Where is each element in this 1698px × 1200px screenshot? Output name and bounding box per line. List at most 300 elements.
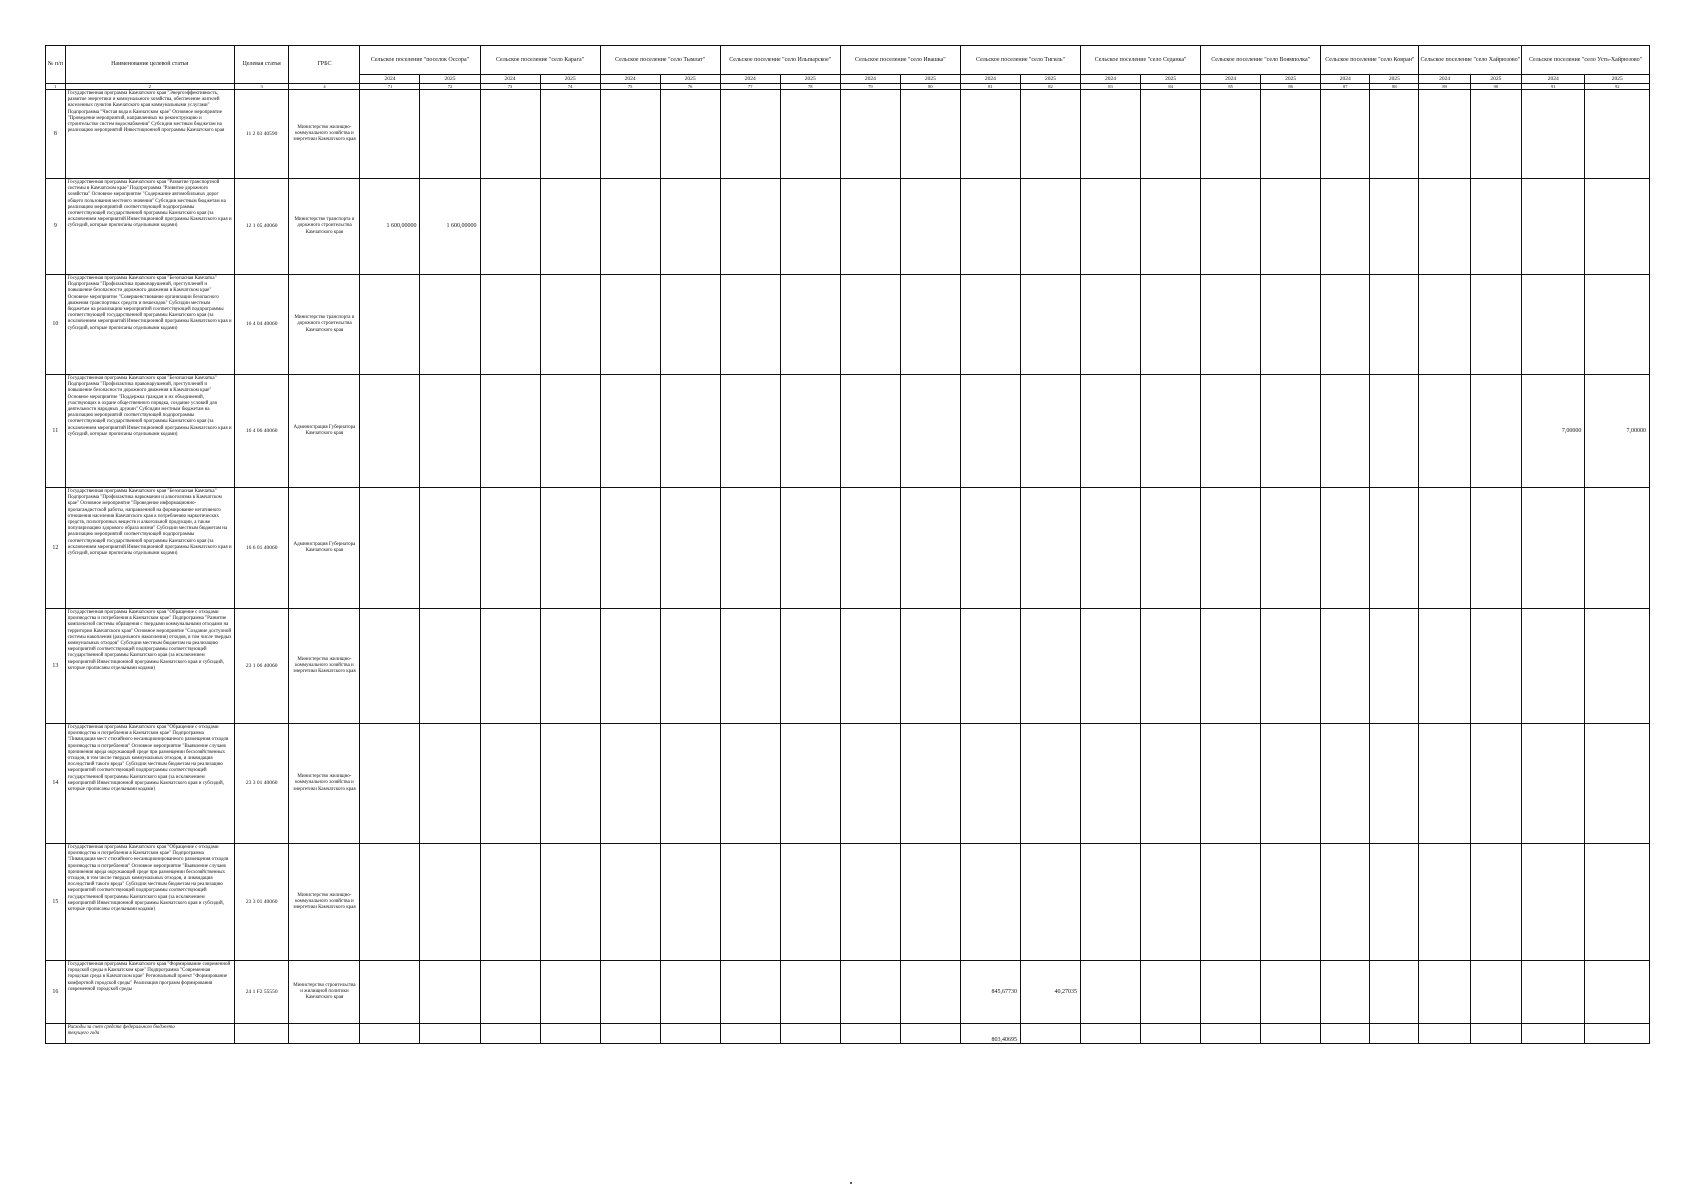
value-cell xyxy=(1261,179,1321,275)
value-cell xyxy=(420,90,480,179)
value-cell xyxy=(600,724,660,844)
value-cell xyxy=(1321,961,1370,1024)
value-cell xyxy=(660,488,720,609)
value-cell xyxy=(480,961,540,1024)
table-row xyxy=(46,275,1650,375)
value-cell xyxy=(840,90,900,179)
footer-value-cell xyxy=(840,1024,900,1044)
value-cell xyxy=(1419,179,1470,275)
row-name: Государственная программа Камчатского края "Энергоэффективность, развитие энергетики и коммунального хозяйства, обеспечение жителей населенных пунктов Камчатского края коммунальными услугами" Подпрограмма "Чистая вода в Камчатском крае" Основное мероприятие "Проведение мероприятий, направленных на реконструкцию и строительство систем водоснабжения" Субсидии местным бюджетам на реализацию мероприятий Инвестиционной программы Камчатского края xyxy=(65,90,234,179)
row-grbs: Министерство жилищно-коммунального хозяйства и энергетики Камчатского края xyxy=(289,90,360,179)
footer-value-cell xyxy=(1201,1024,1261,1044)
header-settlement: Сельское поселение "село Хайрюзово" xyxy=(1419,46,1522,75)
value-cell xyxy=(1522,844,1585,961)
value-cell xyxy=(1201,844,1261,961)
footer-label-text-cont: текущего года xyxy=(67,1031,100,1037)
row-grbs: Министерство транспорта и дорожного строительства Камчатского края xyxy=(289,179,360,275)
value-cell xyxy=(900,90,960,179)
header-settlement: Сельское поселение "село Ивашка" xyxy=(840,46,960,75)
col-number: 73 xyxy=(480,84,540,90)
value-cell xyxy=(360,609,420,724)
value-cell xyxy=(1419,844,1470,961)
col-number: 3 xyxy=(234,84,289,90)
value-cell xyxy=(1141,375,1201,488)
value-cell xyxy=(1261,375,1321,488)
value-cell xyxy=(600,961,660,1024)
row-grbs: Министерство жилищно-коммунального хозяйства и энергетики Камчатского края xyxy=(289,724,360,844)
value-cell xyxy=(540,961,600,1024)
value-cell xyxy=(1261,724,1321,844)
value-cell xyxy=(1141,724,1201,844)
col-number: 79 xyxy=(840,84,900,90)
value-cell xyxy=(1419,609,1470,724)
col-number: 72 xyxy=(420,84,480,90)
value-cell xyxy=(960,724,1020,844)
col-number: 82 xyxy=(1020,84,1080,90)
budget-table xyxy=(45,45,1650,1044)
value-cell xyxy=(360,724,420,844)
row-number: 8 xyxy=(46,90,66,179)
value-cell xyxy=(1201,179,1261,275)
value-cell xyxy=(1321,375,1370,488)
row-name: Государственная программа Камчатского края "Безопасная Камчатка" Подпрограмма "Профилактика правонарушений, преступлений и повышение безопасности дорожного движения в Камчатском крае" Основное мероприятие "Поддержка граждан и их объединений, участвующих в охране общественного порядка, создание условий для деятельности народных дружин" Субсидии местным бюджетам на реализацию мероприятий соответствующей подпрограммы соответствующей государственной программы Камчатского края (за исключением мероприятий Инвестиционной программы Камчатского края и субсидий, которые прописаны отдельными кодами) xyxy=(65,375,234,488)
value-cell xyxy=(1370,724,1419,844)
footer-label-text: Расходы за счет средств федерального бюджета xyxy=(67,1025,175,1030)
footer-value-cell xyxy=(480,1024,540,1044)
value-cell xyxy=(660,275,720,375)
col-number: 87 xyxy=(1321,84,1370,90)
value-cell xyxy=(540,375,600,488)
value-cell xyxy=(360,375,420,488)
col-number: 90 xyxy=(1470,84,1521,90)
value-cell xyxy=(1081,961,1141,1024)
col-number: 81 xyxy=(960,84,1020,90)
value-cell xyxy=(1321,488,1370,609)
value-cell xyxy=(1321,90,1370,179)
value-cell xyxy=(840,488,900,609)
row-number: 9 xyxy=(46,179,66,275)
value-cell xyxy=(780,724,840,844)
header-settlement: Сельское поселение "село Карага" xyxy=(480,46,600,75)
value-cell xyxy=(1370,961,1419,1024)
row-number: 15 xyxy=(46,844,66,961)
value-cell xyxy=(600,275,660,375)
value-cell xyxy=(660,90,720,179)
col-number: 75 xyxy=(600,84,660,90)
value-cell: 1 600,00000 xyxy=(420,179,480,275)
value-cell xyxy=(840,609,900,724)
value-cell xyxy=(360,961,420,1024)
value-cell xyxy=(900,375,960,488)
row-number: 13 xyxy=(46,609,66,724)
row-code: 23 1 06 40060 xyxy=(234,609,289,724)
value-cell xyxy=(540,179,600,275)
value-cell xyxy=(1585,724,1650,844)
value-cell xyxy=(840,179,900,275)
value-cell xyxy=(1081,844,1141,961)
year-cell: 2024 xyxy=(360,75,420,84)
value-cell xyxy=(360,488,420,609)
value-cell xyxy=(540,844,600,961)
value-cell xyxy=(1321,724,1370,844)
row-name: Государственная программа Камчатского края "Безопасная Камчатка" Подпрограмма "Профилактика наркомании и алкоголизма в Камчатском крае" Основное мероприятие "Проведение информационно-пропагандистской работы, направленной на формирование негативного отношения населения Камчатского края к потреблению наркотических средств, психотропных веществ и алкогольной продукции, а также популяризацию здорового образа жизни" Субсидии местным бюджетам на реализацию мероприятий соответствующей подпрограммы соответствующей государственной программы Камчатского края (за исключением мероприятий Инвестиционной программы Камчатского края и субсидий, которые прописаны отдельными кодами) xyxy=(65,488,234,609)
value-cell xyxy=(1522,724,1585,844)
value-cell xyxy=(480,724,540,844)
col-number: 78 xyxy=(780,84,840,90)
value-cell xyxy=(1522,488,1585,609)
row-grbs: Администрация Губернатора Камчатского края xyxy=(289,375,360,488)
row-code: 16 4 06 40060 xyxy=(234,375,289,488)
year-cell: 2024 xyxy=(600,75,660,84)
value-cell xyxy=(1201,90,1261,179)
row-number: 12 xyxy=(46,488,66,609)
value-cell: 1 600,00000 xyxy=(360,179,420,275)
value-cell xyxy=(1020,90,1080,179)
value-cell xyxy=(1370,90,1419,179)
footer-value-cell xyxy=(900,1024,960,1044)
col-number: 2 xyxy=(65,84,234,90)
value-cell xyxy=(1522,90,1585,179)
value-cell xyxy=(1020,609,1080,724)
value-cell xyxy=(1419,90,1470,179)
footer-label xyxy=(65,1024,234,1044)
value-cell xyxy=(720,179,780,275)
year-cell: 2024 xyxy=(1522,75,1585,84)
value-cell xyxy=(540,488,600,609)
value-cell xyxy=(780,179,840,275)
value-cell xyxy=(1321,844,1370,961)
value-cell xyxy=(1201,609,1261,724)
value-cell xyxy=(1081,609,1141,724)
value-cell xyxy=(360,275,420,375)
value-cell xyxy=(780,375,840,488)
value-cell xyxy=(600,179,660,275)
value-cell xyxy=(960,90,1020,179)
row-number: 11 xyxy=(46,375,66,488)
footer-value-cell xyxy=(600,1024,660,1044)
value-cell xyxy=(1419,275,1470,375)
value-cell xyxy=(1585,609,1650,724)
value-cell xyxy=(540,609,600,724)
col-number: 71 xyxy=(360,84,420,90)
col-number: 89 xyxy=(1419,84,1470,90)
value-cell: 40,27035 xyxy=(1020,961,1080,1024)
year-cell: 2024 xyxy=(720,75,780,84)
year-cell: 2025 xyxy=(1020,75,1080,84)
value-cell xyxy=(1585,179,1650,275)
value-cell xyxy=(1370,275,1419,375)
row-name: Государственная программа Камчатского края "Обращение с отходами производства и потребления в Камчатском крае" Подпрограмма "Ликвидация мест стихийного несанкционированного размещения отходов производства и потребления" Основное мероприятие "Выявление случаев причинения вреда окружающей среде при размещении бесхозяйственных отходов, в том числе твердых коммунальных отходов, и ликвидация последствий такого вреда" Субсидии местным бюджетам на реализацию мероприятий соответствующей подпрограммы соответствующей государственной программы Камчатского края (за исключением мероприятий Инвестиционной программы Камчатского края и субсидий, которые прописаны отдельными кодами) xyxy=(65,724,234,844)
value-cell xyxy=(660,724,720,844)
value-cell xyxy=(1370,375,1419,488)
year-cell: 2025 xyxy=(1470,75,1521,84)
footer-value-cell xyxy=(1081,1024,1141,1044)
row-name: Государственная программа Камчатского края "Развитие транспортной системы в Камчатском крае" Подпрограмма "Развитие дорожного хозяйства" Основное мероприятие "Содержание автомобильных дорог общего пользования местного значения" Субсидии местным бюджетам на реализацию мероприятий соответствующей подпрограммы соответствующей государственной программы Камчатского края (за исключением мероприятий Инвестиционной программы Камчатского края и субсидий, которые прописаны отдельными кодами) xyxy=(65,179,234,275)
value-cell xyxy=(720,609,780,724)
value-cell xyxy=(1201,375,1261,488)
header-settlement: Сельское поселение "село Воямполка" xyxy=(1201,46,1321,75)
row-number: 10 xyxy=(46,275,66,375)
value-cell xyxy=(1370,844,1419,961)
value-cell xyxy=(780,844,840,961)
value-cell xyxy=(720,275,780,375)
value-cell xyxy=(1020,724,1080,844)
header-settlement: Сельское поселение "село Тымлат" xyxy=(600,46,720,75)
year-cell: 2025 xyxy=(1585,75,1650,84)
row-number: 16 xyxy=(46,961,66,1024)
budget-table-sheet xyxy=(45,45,1650,1044)
footer-value-cell xyxy=(1020,1024,1080,1044)
col-number: 76 xyxy=(660,84,720,90)
value-cell xyxy=(1081,90,1141,179)
year-cell: 2024 xyxy=(480,75,540,84)
value-cell xyxy=(1261,275,1321,375)
col-number: 84 xyxy=(1141,84,1201,90)
footer-value-cell xyxy=(1370,1024,1419,1044)
footer-value-cell xyxy=(1261,1024,1321,1044)
value-cell xyxy=(600,375,660,488)
value-cell xyxy=(780,275,840,375)
value-cell xyxy=(780,488,840,609)
value-cell xyxy=(660,375,720,488)
value-cell xyxy=(1522,179,1585,275)
footer-value-cell xyxy=(540,1024,600,1044)
value-cell xyxy=(780,961,840,1024)
value-cell xyxy=(1470,179,1521,275)
footer-value-cell xyxy=(1419,1024,1470,1044)
table-row xyxy=(46,844,1650,961)
value-cell xyxy=(1261,488,1321,609)
value-cell xyxy=(420,724,480,844)
value-cell xyxy=(1141,844,1201,961)
value-cell xyxy=(1081,179,1141,275)
value-cell xyxy=(1020,488,1080,609)
value-cell xyxy=(1470,375,1521,488)
footer-value-cell xyxy=(660,1024,720,1044)
value-cell xyxy=(660,609,720,724)
col-number: 74 xyxy=(540,84,600,90)
value-cell xyxy=(1370,488,1419,609)
value-cell xyxy=(540,90,600,179)
footer-value-cell xyxy=(420,1024,480,1044)
year-cell: 2025 xyxy=(780,75,840,84)
value-cell xyxy=(1261,961,1321,1024)
row-grbs: Министерство жилищно-коммунального хозяйства и энергетики Камчатского края xyxy=(289,609,360,724)
header-settlement: Сельское поселение "село Ильпырское" xyxy=(720,46,840,75)
value-cell xyxy=(1081,275,1141,375)
row-name: Государственная программа Камчатского края "Обращение с отходами производства и потребления в Камчатском крае" Подпрограмма "Ликвидация мест стихийного несанкционированного размещения отходов производства и потребления" Основное мероприятие "Выявление случаев причинения вреда окружающей среде при размещении бесхозяйственных отходов, в том числе твердых коммунальных отходов, и ликвидация последствий такого вреда" Субсидии местным бюджетам на реализацию мероприятий соответствующей подпрограммы соответствующей государственной программы Камчатского края (за исключением мероприятий Инвестиционной программы Камчатского края и субсидий, которые прописаны отдельными кодами) xyxy=(65,844,234,961)
value-cell: 7,00000 xyxy=(1585,375,1650,488)
header-name: Наименование целевой статьи xyxy=(65,46,234,84)
footer-value-cell xyxy=(360,1024,420,1044)
value-cell xyxy=(420,488,480,609)
row-code: 12 1 05 40060 xyxy=(234,179,289,275)
value-cell xyxy=(1201,275,1261,375)
footer-value-cell xyxy=(1585,1024,1650,1044)
value-cell xyxy=(1141,275,1201,375)
value-cell xyxy=(1020,275,1080,375)
row-code: 11 2 03 40590 xyxy=(234,90,289,179)
value-cell xyxy=(360,90,420,179)
year-cell: 2024 xyxy=(1419,75,1470,84)
header-settlement: Сельское поселение "село Усть-Хайрюзово" xyxy=(1522,46,1650,75)
page-mark xyxy=(850,1182,852,1184)
row-code: 24 1 F2 55550 xyxy=(234,961,289,1024)
row-code: 16 4 04 40060 xyxy=(234,275,289,375)
col-number: 86 xyxy=(1261,84,1321,90)
table-row xyxy=(46,179,1650,275)
col-number: 1 xyxy=(46,84,66,90)
header-settlement: Сельское поселение "поселок Оссора" xyxy=(360,46,480,75)
value-cell xyxy=(480,179,540,275)
value-cell xyxy=(480,275,540,375)
footer-code xyxy=(234,1024,289,1044)
value-cell xyxy=(1470,90,1521,179)
value-cell xyxy=(1419,724,1470,844)
value-cell xyxy=(420,609,480,724)
value-cell xyxy=(840,961,900,1024)
year-cell: 2025 xyxy=(420,75,480,84)
value-cell xyxy=(1370,609,1419,724)
row-grbs: Министерство транспорта и дорожного строительства Камчатского края xyxy=(289,275,360,375)
table-row xyxy=(46,488,1650,609)
row-number: 14 xyxy=(46,724,66,844)
row-code: 23 3 01 40060 xyxy=(234,724,289,844)
value-cell xyxy=(1081,724,1141,844)
value-cell xyxy=(1020,844,1080,961)
value-cell: 845,67730 xyxy=(960,961,1020,1024)
value-cell xyxy=(540,275,600,375)
table-row xyxy=(46,609,1650,724)
value-cell xyxy=(480,90,540,179)
table-row xyxy=(46,961,1650,1024)
value-cell xyxy=(1141,90,1201,179)
value-cell xyxy=(720,961,780,1024)
footer-value-cell xyxy=(1141,1024,1201,1044)
year-cell: 2024 xyxy=(840,75,900,84)
value-cell xyxy=(1081,488,1141,609)
value-cell xyxy=(840,375,900,488)
header-num: № п/п xyxy=(46,46,66,84)
footer-num xyxy=(46,1024,66,1044)
header-code: Целевая статья xyxy=(234,46,289,84)
value-cell xyxy=(840,275,900,375)
col-number: 80 xyxy=(900,84,960,90)
value-cell xyxy=(1261,844,1321,961)
value-cell xyxy=(720,844,780,961)
header-settlement: Сельское поселение "село Тигиль" xyxy=(960,46,1080,75)
header-grbs: ГРБС xyxy=(289,46,360,84)
value-cell xyxy=(480,488,540,609)
value-cell xyxy=(540,724,600,844)
value-cell xyxy=(1522,275,1585,375)
value-cell xyxy=(960,609,1020,724)
row-grbs: Администрация Губернатора Камчатского края xyxy=(289,488,360,609)
table-row xyxy=(46,375,1650,488)
value-cell xyxy=(840,844,900,961)
value-cell xyxy=(1201,724,1261,844)
row-grbs: Министерство жилищно-коммунального хозяйства и энергетики Камчатского края xyxy=(289,844,360,961)
value-cell xyxy=(1470,844,1521,961)
footer-value-cell xyxy=(1470,1024,1521,1044)
col-number: 92 xyxy=(1585,84,1650,90)
value-cell xyxy=(1321,179,1370,275)
year-cell: 2025 xyxy=(540,75,600,84)
year-cell: 2024 xyxy=(1321,75,1370,84)
value-cell xyxy=(960,179,1020,275)
value-cell xyxy=(1585,488,1650,609)
header-settlement: Сельское поселение "село Седанка" xyxy=(1081,46,1201,75)
year-cell: 2024 xyxy=(1081,75,1141,84)
value-cell xyxy=(720,90,780,179)
value-cell xyxy=(1201,488,1261,609)
value-cell xyxy=(1081,375,1141,488)
value-cell xyxy=(1470,488,1521,609)
value-cell: 7,00000 xyxy=(1522,375,1585,488)
value-cell xyxy=(1585,961,1650,1024)
footer-value-cell xyxy=(720,1024,780,1044)
value-cell xyxy=(420,375,480,488)
value-cell xyxy=(1261,609,1321,724)
value-cell xyxy=(360,844,420,961)
value-cell xyxy=(480,844,540,961)
value-cell xyxy=(1470,724,1521,844)
value-cell xyxy=(780,609,840,724)
row-name: Государственная программа Камчатского края "Обращение с отходами производства и потребления в Камчатском крае" Подпрограмма "Развитие комплексной системы обращения с твердыми коммунальными отходами на территории Камчатского края" Основное мероприятие "Создание доступной системы накопления (раздельного накопления) отходов, в том числе твердых коммунальных отходов" Субсидии местным бюджетам на реализацию мероприятий соответствующей подпрограммы соответствующей государственной программы Камчатского края (за исключением мероприятий Инвестиционной программы Камчатского края и субсидий, которые прописаны отдельными кодами) xyxy=(65,609,234,724)
value-cell xyxy=(720,375,780,488)
year-cell: 2024 xyxy=(960,75,1020,84)
value-cell xyxy=(1321,275,1370,375)
value-cell xyxy=(660,179,720,275)
value-cell xyxy=(600,609,660,724)
year-cell: 2025 xyxy=(1141,75,1201,84)
value-cell xyxy=(840,724,900,844)
col-number: 91 xyxy=(1522,84,1585,90)
year-cell: 2024 xyxy=(1201,75,1261,84)
year-cell: 2025 xyxy=(660,75,720,84)
value-cell xyxy=(900,275,960,375)
year-cell: 2025 xyxy=(1261,75,1321,84)
value-cell xyxy=(900,961,960,1024)
row-code: 16 6 01 40060 xyxy=(234,488,289,609)
value-cell xyxy=(600,90,660,179)
value-cell xyxy=(900,488,960,609)
value-cell xyxy=(900,609,960,724)
year-cell: 2025 xyxy=(900,75,960,84)
value-cell xyxy=(1419,961,1470,1024)
value-cell xyxy=(480,609,540,724)
value-cell xyxy=(960,488,1020,609)
header-row xyxy=(46,46,1650,75)
footer-grbs xyxy=(289,1024,360,1044)
col-number: 4 xyxy=(289,84,360,90)
value-cell xyxy=(1141,179,1201,275)
value-cell xyxy=(1419,375,1470,488)
footer-value-cell xyxy=(780,1024,840,1044)
value-cell xyxy=(1470,275,1521,375)
col-number: 85 xyxy=(1201,84,1261,90)
value-cell xyxy=(1201,961,1261,1024)
header-settlement: Сельское поселение "село Ковран" xyxy=(1321,46,1419,75)
value-cell xyxy=(420,844,480,961)
row-code: 23 3 01 40060 xyxy=(234,844,289,961)
value-cell xyxy=(1370,179,1419,275)
value-cell xyxy=(1020,179,1080,275)
col-number: 77 xyxy=(720,84,780,90)
table-row xyxy=(46,724,1650,844)
value-cell xyxy=(420,275,480,375)
value-cell xyxy=(900,724,960,844)
